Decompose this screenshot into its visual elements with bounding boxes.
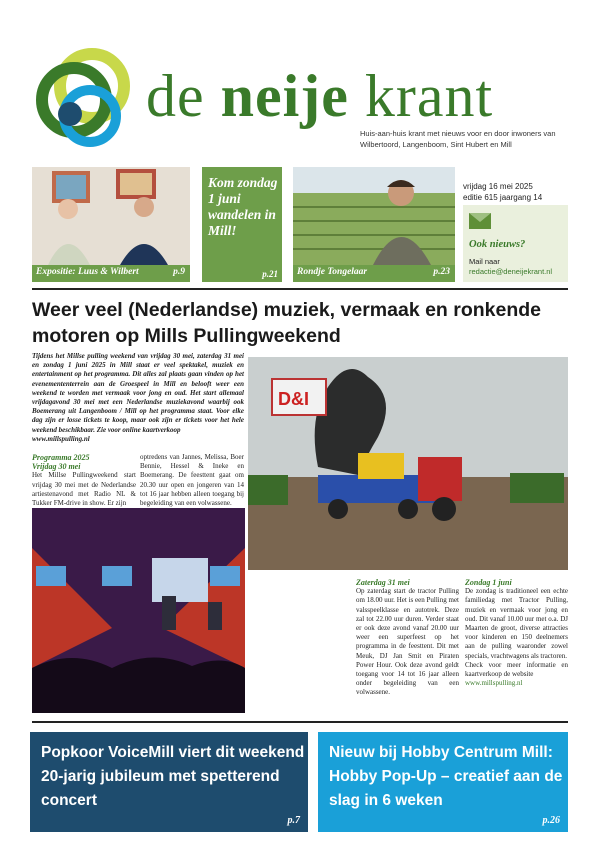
news-question: Ook nieuws?	[469, 239, 526, 250]
teaser-voicemill-text: Popkoor VoiceMill viert dit weekend 20-jarig jubileum met spetterend concert	[41, 744, 305, 809]
article-intro: Tijdens het Millse pulling weekend van vrijdag 30 mei, zaterdag 31 mei en zondag 1 juni 2025 in Mill staat er veel spektakel, muziek en entertainment op het programma. Dit alles zal plaats gaan vinden op het evenemententerrein aan de Groespeel in Mill en belooft weer een weekend te worden met vermaak voor jong en oud. Het start allemaal vrijdagavond 30 mei met een Nederlandse muziekavond waarbij ook Boemerang uit Langenboom / Mill op het programma staat. Voor elke dag zijn er losse tickets te koop, maar ook zijn er tickets voor het hele weekend beschikbaar. Zie voor online kaartverkoop www.millspulling.nl	[32, 352, 244, 443]
teaser-walk[interactable]	[202, 167, 282, 282]
tractor-pulling-photo	[248, 357, 568, 570]
issue-info	[463, 181, 542, 203]
teaser-caption-bar	[32, 265, 190, 282]
article-column-1	[32, 453, 136, 508]
news-tip-box	[463, 205, 568, 282]
divider	[32, 288, 568, 290]
sunday-text: De zondag is traditioneel een echte familiedag met Tractor Pulling, muziek en vermaak voor jong en oud. Dit vanaf 10.00 uur met o.a. DJ Maarten de groot, diverse attracties voor kinderen en 150 deelnemers aan de pulling waaronder zowel specials, vrachtwagens als tractoren.	[465, 587, 568, 660]
page-ref: p.23	[433, 267, 450, 277]
article-headline: Weer veel (Nederlandse) muziek, vermaak en ronkende motoren op Mills Pullingweekend	[32, 299, 542, 347]
sunday-website-link[interactable]: www.millspulling.nl	[465, 679, 523, 688]
divider	[32, 721, 568, 723]
sunday-text-2: Check voor meer informatie en kaartverkoop de website	[465, 660, 568, 679]
teaser-caption: Rondje Tongelaar	[297, 267, 368, 277]
page-ref: p.9	[173, 267, 185, 277]
tractor-pulling-illustration	[248, 357, 568, 570]
concert-illustration	[32, 508, 245, 713]
mail-address-link[interactable]: redactie@deneijekrant.nl	[469, 267, 553, 276]
article-column-2	[140, 453, 244, 508]
teaser-caption-bar	[293, 265, 455, 282]
teaser-tongelaar[interactable]	[293, 167, 455, 282]
teaser-exhibition[interactable]	[32, 167, 190, 282]
envelope-icon	[469, 213, 491, 229]
issue-edition: editie 615 jaargang 14	[463, 193, 543, 202]
friday-text: Het Millse Pullingweekend start vrijdag 30 mei met de Nederlandse artiestenavond met Radio NL & Tukker FM-drive in show. Er zijn	[32, 471, 136, 508]
programma-heading: Programma 2025	[32, 453, 90, 462]
teaser-caption: Expositie: Luus & Wilbert	[36, 267, 139, 277]
concert-photo	[32, 508, 245, 713]
teaser-headline: Kom zondag 1 juni wandelen in Mill!	[208, 175, 278, 238]
issue-date: vrijdag 16 mei 2025	[463, 182, 533, 191]
ticket-link[interactable]: www.millspulling.nl	[32, 434, 90, 443]
friday-text-continued: optredens van Jannes, Melissa, Boer Bennie, Hessel & Ineke en Boemerang. De feesttent gaat om 20.30 uur open en jongeren van 14 tot 16 jaar hebben alleen toegang bij begeleiding van een volwassene.	[140, 453, 244, 508]
newspaper-logo-icon	[30, 44, 140, 154]
truck-banner-text: D&I	[278, 389, 309, 409]
friday-heading: Vrijdag 30 mei	[32, 462, 81, 472]
teaser-hobby-text: Nieuw bij Hobby Centrum Mill: Hobby Pop-Up – creatief aan de slag in 6 weken	[329, 744, 563, 809]
tagline: Huis-aan-huis krant met nieuws voor en door inwoners van Wilbertoord, Langenboom, Sint Hubert en Mill	[360, 129, 556, 149]
newspaper-title: de neije krant	[146, 63, 494, 129]
page-ref: p.21	[262, 269, 278, 279]
saturday-text: Op zaterdag start de tractor Pulling om 18.00 uur. Het is een Pulling met valsspeelklasse en autotrek. Deze zal tot 22.00 uur duren. Verder staat er ook deze avond vanaf 20.00 uur weer een superfeest op het programma in de feesttent. Dit met Meuk, DJ Jan Smit en Piraten Power Hour. Ook deze avond geldt toegang voor 14 tot 16 jaar alleen onder begeleiding van een volwassene.	[356, 587, 459, 697]
article-column-saturday	[356, 578, 459, 698]
page-ref: p.7	[287, 815, 300, 826]
saturday-heading: Zaterdag 31 mei	[356, 578, 410, 587]
mail-label: Mail naar	[469, 257, 500, 266]
teaser-hobby-centrum[interactable]	[318, 732, 568, 832]
article-column-sunday	[465, 578, 568, 688]
sunday-heading: Zondag 1 juni	[465, 578, 512, 587]
page-ref: p.26	[542, 815, 560, 826]
teaser-voicemill[interactable]	[30, 732, 308, 832]
